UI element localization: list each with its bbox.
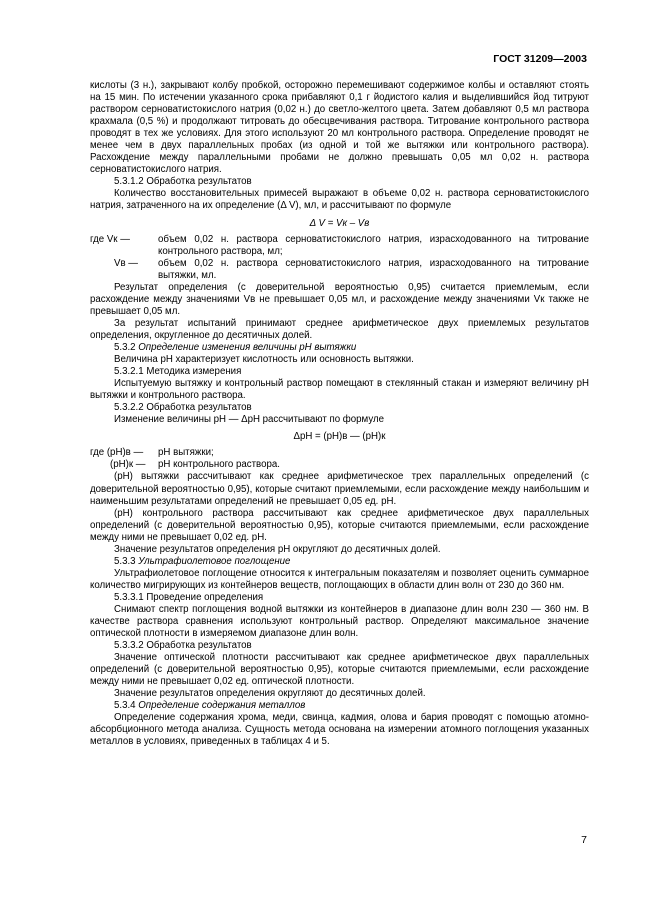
definition-vv-text: объем 0,02 н. раствора серноватистокислого натрия, израсходованного на титрование вытяжки, мл. [158, 257, 589, 281]
section-5-3-3-heading [90, 556, 589, 568]
section-5-3-2-heading [90, 342, 589, 354]
page-number: 7 [581, 834, 587, 846]
definition-vk [90, 234, 589, 258]
paragraph-uv-definition: Ультрафиолетовое поглощение относится к интегральным показателям и позволяет оценить суммарное количество мигрирующих из контейнеров веществ, поглощающих в области длин волн от 230 до 360 нм. [90, 567, 589, 591]
page-body [90, 80, 589, 749]
section-5-3-2-number: 5.3.2 [114, 341, 139, 353]
definition-vv-label: Vв — [114, 257, 138, 269]
section-5-3-3-2-heading: 5.3.3.2 Обработка результатов [114, 640, 252, 652]
paragraph-metals: Определение содержания хрома, меди, свинца, кадмия, олова и бария проводят с помощью атомно-абсорбционного метода анализа. Сущность метода основана на измерении атомного поглощения указанных металлов в условиях, приведенных в таблицах 4 и 5. [90, 712, 589, 748]
standard-header: ГОСТ 31209—2003 [493, 53, 587, 65]
paragraph-ph-method: Испытуемую вытяжку и контрольный раствор помещают в стеклянный стакан и измеряют величину pH вытяжки и контрольного раствора. [90, 378, 589, 402]
paragraph-uv-rounding: Значение результатов определения округляют до десятичных долей. [114, 688, 426, 700]
paragraph-ph-extract-calc: (pH) вытяжки рассчитывают как среднее арифметическое трех параллельных определений (с доверительной вероятностью 0,95), которые считают приемлемыми, если расхождение между наибольшим и наименьшим результатами определений не превышает 0,05 ед. pH. [90, 471, 589, 507]
definition-vv [90, 258, 589, 282]
paragraph-result: За результат испытаний принимают среднее арифметическое двух приемлемых результатов определения, округленное до десятичных долей. [90, 317, 589, 341]
paragraph-uv-procedure: Снимают спектр поглощения водной вытяжки из контейнеров в диапазоне длин волн 230 — 360 нм. В качестве раствора сравнения используют контрольный раствор. Определяют максимальное значение оптической плотности в измеряемом диапазоне длин волн. [90, 603, 589, 640]
section-5-3-4-number: 5.3.4 [114, 700, 139, 712]
section-5-3-2-title: Определение изменения величины pH вытяжки [138, 341, 357, 353]
section-5-3-3-number: 5.3.3 [114, 555, 139, 567]
paragraph-reducing-impurities: Количество восстановительных примесей выражают в объеме 0,02 н. раствора серноватистокислого натрия, затраченного на их определение (Δ V), мл, и рассчитывают по формуле [90, 188, 589, 212]
paragraph-uv-calc: Значение оптической плотности рассчитывают как среднее арифметическое двух параллельных определений (с доверительной вероятностью 0,95), которые считаются приемлемыми, если расхождение между ними не превышает 0,02 ед. оптической плотности. [90, 652, 589, 688]
definition-ph-k-text: pH контрольного раствора. [158, 459, 280, 471]
definition-ph-k-label: (pH)к — [110, 459, 146, 471]
section-5-3-4-heading [90, 700, 589, 712]
paragraph-acceptance: Результат определения (с доверительной вероятностью 0,95) считается приемлемым, если расхождение между значениями Vв не превышает 0,05 мл, и расхождение между значениями Vк также не превышает 0,05 мл. [90, 281, 589, 317]
section-5-3-2-2-heading: 5.3.2.2 Обработка результатов [114, 402, 252, 414]
section-5-3-1-2-heading: 5.3.1.2 Обработка результатов [114, 176, 252, 188]
definition-ph-v [90, 447, 589, 459]
section-5-3-3-1-heading: 5.3.3.1 Проведение определения [114, 591, 264, 603]
definition-ph-v-label: где (pH)в — [90, 447, 144, 459]
paragraph-ph-rounding: Значение результатов определения pH округляют до десятичных долей. [114, 543, 441, 555]
definition-ph-v-text: pH вытяжки; [158, 447, 214, 459]
definition-ph-k [90, 459, 589, 471]
definition-vk-label: где Vк — [90, 233, 130, 245]
paragraph-continuation: кислоты (3 н.), закрывают колбу пробкой, осторожно перемешивают содержимое колбы и оставляют стоять на 15 мин. По истечении указанного срока прибавляют 0,1 г йодистого калия и выделившийся йод титруют раствором серноватистокислого натрия (0,02 н.) до светло-желтого цвета. Затем добавляют 0,5 мл раствора крахмала (0,5 %) и продолжают титровать до обесцвечивания раствора. Титрование контрольного раствора проводят в тех же условиях. Для этого используют 20 мл контрольного раствора. Определение проводят не менее чем в двух параллельных пробах (из одной и той же вытяжки или контрольного раствора). Расхождение между параллельными пробами не должно превышать 0,05 мл 0,02 н. раствора серноватистокислого натрия. [90, 80, 589, 176]
paragraph-ph-definition: Величина pH характеризует кислотность или основность вытяжки. [114, 354, 414, 366]
formula-delta-ph: ΔpH = (pH)в — (pH)к [293, 431, 386, 443]
definition-vk-text: объем 0,02 н. раствора серноватистокислого натрия, израсходованного на титрование контрольного раствора, мл; [158, 233, 589, 257]
section-5-3-3-title: Ультрафиолетовое поглощение [138, 555, 291, 567]
paragraph-ph-control-calc: (pH) контрольного раствора рассчитывают как среднее арифметическое двух параллельных определений (с доверительной вероятностью 0,95), которые считаются приемлемыми, если расхождение между ними не превышает 0,02 ед. pH. [90, 507, 589, 543]
paragraph-ph-change: Изменение величины pH — ΔpH рассчитывают по формуле [114, 414, 384, 426]
section-5-3-2-1-heading: 5.3.2.1 Методика измерения [114, 366, 242, 378]
formula-delta-v: Δ V = Vк – Vв [309, 217, 370, 229]
section-5-3-4-title: Определение содержания металлов [138, 700, 306, 712]
